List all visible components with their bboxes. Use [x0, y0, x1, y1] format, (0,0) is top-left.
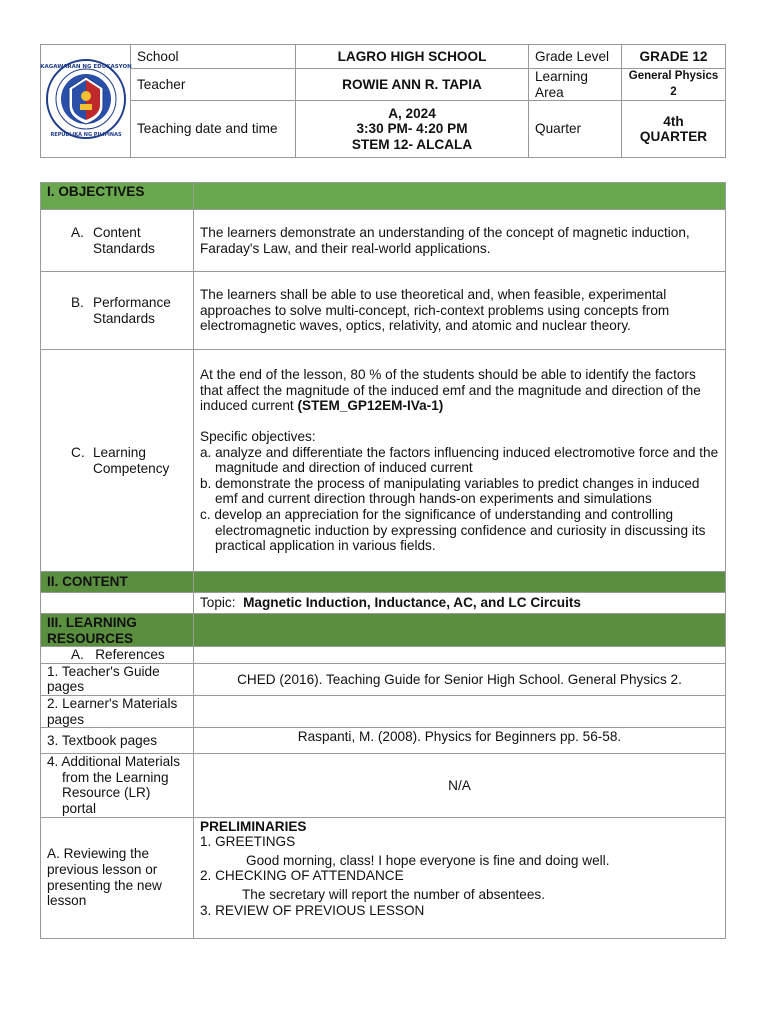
objectives-heading-row: [41, 183, 726, 210]
lesson-plan-table: [40, 182, 726, 939]
textbook-row: [41, 728, 726, 754]
teachers-guide-value: CHED (2016). Teaching Guide for Senior High School. General Physics 2.: [194, 663, 726, 695]
letter: C.: [71, 444, 85, 460]
quarter-value: 4th QUARTER: [622, 101, 726, 158]
teachers-guide-row: [41, 663, 726, 695]
resources-heading-row: [41, 614, 726, 647]
procedure-row: [41, 817, 726, 938]
logo-cell: [41, 45, 131, 158]
empty-cell: [194, 647, 726, 664]
additional-materials-row: [41, 754, 726, 817]
greetings-text: Good morning, class! I hope everyone is fine and doing well.: [246, 852, 610, 868]
procedure-label: A. Reviewing the previous lesson or presenting the new lesson: [41, 817, 194, 938]
performance-standards-label: Performance Standards: [93, 294, 171, 326]
topic-row: [41, 593, 726, 614]
performance-standards-label-cell: [41, 272, 194, 350]
learning-competency-row: [41, 350, 726, 572]
learners-materials-row: [41, 695, 726, 727]
learners-materials-value: [194, 695, 726, 727]
competency-intro: [200, 367, 719, 414]
specific-objective-a: a. analyze and differentiate the factors influencing induced electromotive force and the magnitude and direction of induced current: [200, 444, 719, 476]
teaching-date-label: Teaching date and time: [131, 101, 296, 158]
section-line: STEM 12- ALCALA: [351, 136, 473, 152]
section-fill: [194, 572, 726, 593]
school-value: LAGRO HIGH SCHOOL: [296, 45, 529, 69]
topic-cell: [194, 593, 726, 614]
topic-label: Topic:: [200, 595, 236, 611]
letter: A.: [71, 224, 84, 240]
content-heading: II. CONTENT: [41, 572, 194, 593]
procedure-content: [194, 817, 726, 938]
teacher-label: Teacher: [131, 69, 296, 101]
content-standards-row: [41, 210, 726, 272]
references-row: [41, 647, 726, 664]
deped-seal-icon: [39, 58, 132, 140]
learning-area-label: Learning Area: [529, 69, 622, 101]
svg-text:REPUBLIKA NG PILIPINAS: REPUBLIKA NG PILIPINAS: [49, 132, 122, 139]
teachers-guide-label: 1. Teacher's Guide pages: [41, 663, 194, 695]
school-label: School: [131, 45, 296, 69]
section-fill: [194, 183, 726, 210]
references-label-cell: [41, 647, 194, 664]
additional-materials-value: N/A: [194, 754, 726, 817]
time-line: 3:30 PM- 4:20 PM: [356, 121, 468, 137]
learning-competency-text-cell: [194, 350, 726, 572]
teaching-date-value: [296, 101, 529, 158]
learning-competency-label-cell: [41, 350, 194, 572]
content-standards-text: The learners demonstrate an understanding of the concept of magnetic induction, Faraday's Law, and their real-world applications.: [194, 210, 726, 272]
learners-materials-label: 2. Learner's Materials pages: [41, 695, 194, 727]
competency-intro-text: At the end of the lesson, 80 % of the students should be able to identify the factors that affect the magnitude of the induced emf and the magnitude and direction of the induced current: [200, 367, 701, 414]
references-letter: A.: [71, 647, 84, 663]
competency-code: (STEM_GP12EM-IVa-1): [297, 398, 444, 414]
objectives-heading: I. OBJECTIVES: [41, 183, 194, 210]
performance-standards-row: [41, 272, 726, 350]
specific-objective-c: c. develop an appreciation for the significance of understanding and controlling electromagnetic induction by expressing confidence and curiosity in discussing its practical application in various fields.: [200, 506, 706, 554]
grade-level-value: GRADE 12: [622, 45, 726, 69]
grade-level-label: Grade Level: [529, 45, 622, 69]
preliminaries-heading: PRELIMINARIES: [200, 818, 307, 834]
textbook-value: Raspanti, M. (2008). Physics for Beginners pp. 56-58.: [194, 728, 726, 754]
textbook-label: 3. Textbook pages: [41, 728, 194, 754]
review-item: 3. REVIEW OF PREVIOUS LESSON: [200, 902, 425, 918]
learning-area-value: General Physics 2: [622, 69, 726, 101]
attendance-item: 2. CHECKING OF ATTENDANCE: [200, 868, 404, 884]
additional-materials-label: 4. Additional Materials from the Learning Resource (LR) portal: [41, 754, 194, 817]
attendance-text: The secretary will report the number of absentees.: [242, 886, 545, 902]
empty-cell: [41, 593, 194, 614]
content-standards-label-cell: [41, 210, 194, 272]
specific-objective-b: b. demonstrate the process of manipulating variables to predict changes in induced emf and current direction through hands-on experiments and simulations: [200, 475, 700, 507]
header-table: [40, 44, 726, 158]
content-standards-label: Content Standards: [93, 224, 155, 256]
content-heading-row: [41, 572, 726, 593]
teacher-value: ROWIE ANN R. TAPIA: [296, 69, 529, 101]
section-fill: [194, 614, 726, 647]
topic-value: Magnetic Induction, Inductance, AC, and LC Circuits: [243, 595, 581, 611]
specific-objectives-heading: Specific objectives:: [200, 429, 316, 445]
references-label: References: [95, 647, 165, 663]
resources-heading: III. LEARNING RESOURCES: [41, 614, 194, 647]
greetings-item: 1. GREETINGS: [200, 834, 296, 850]
performance-standards-text: The learners shall be able to use theoretical and, when feasible, experimental approaches to solve multi-concept, rich-context problems using concepts from electromagnetic waves, optics, relativity, and atomic and nuclear theory.: [194, 272, 726, 350]
date-line: A, 2024: [388, 105, 436, 121]
learning-competency-label: Learning Competency: [93, 444, 170, 476]
quarter-label: Quarter: [529, 101, 622, 158]
letter: B.: [71, 294, 84, 310]
svg-text:KAGAWARAN NG EDUKASYON: KAGAWARAN NG EDUKASYON: [39, 64, 132, 71]
